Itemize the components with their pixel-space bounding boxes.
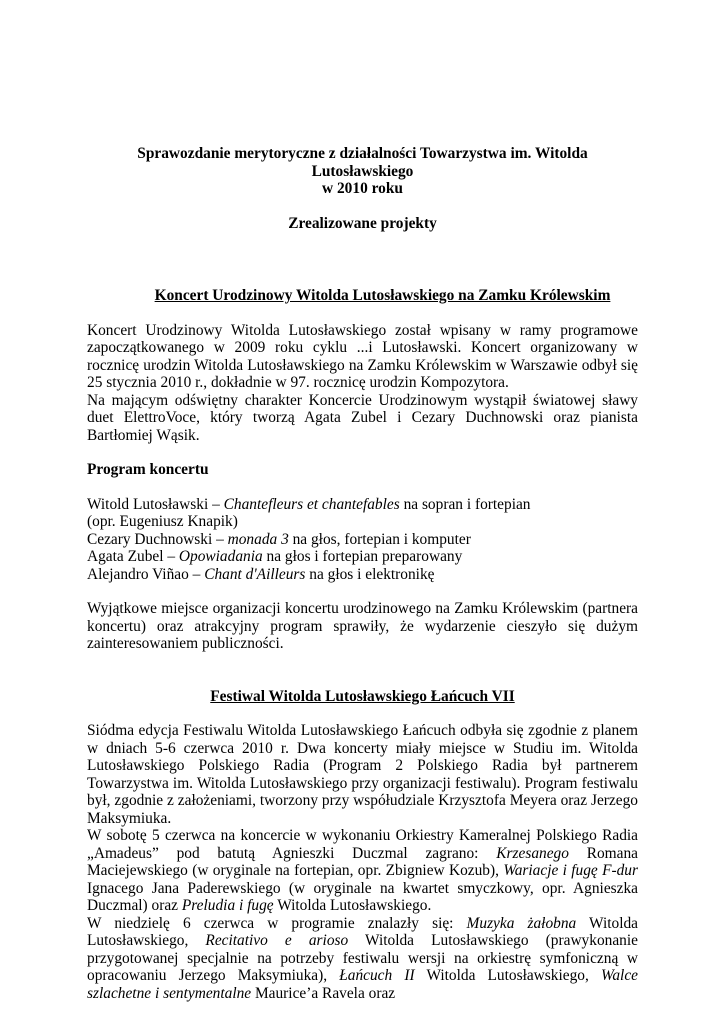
program-composer: Agata Zubel – [87,548,179,565]
document-page [87,145,638,1002]
program-work: monada 3 [227,530,289,548]
program-description: na głos i fortepian preparowany [262,548,463,565]
festival-paragraph-3: W niedzielę 6 czerwca w programie znalazły się: Muzyka żałobna Witolda Lutosławskiego, Recitativo e arioso Witolda Lutosławskiego (prawykonanie przygotowanej specjalnie na potrzeby festiwalu wersji na orkiestrę symfoniczną w opracowaniu Jerzego Maksymiuka), Łańcuch II Witolda Lutosławskiego, Walce szlachetne i sentymentalne Maurice’a Ravela oraz [87,914,638,1002]
report-subtitle: Zrealizowane projekty [288,214,437,232]
report-title-line-2: w 2010 roku [322,180,403,197]
program-arranger: (opr. Eugeniusz Knapik) [87,513,238,530]
festival-paragraph-2: W sobotę 5 czerwca na koncercie w wykonaniu Orkiestry Kameralnej Polskiego Radia „Amadeus” pod batutą Agnieszki Duczmal zagrano: Krzesanego Romana Maciejewskiego (w oryginale na fortepian, opr. Zbigniew Kozub), Wariacje i fugę F-dur Ignacego Jana Paderewskiego (w oryginale na kwartet smyczkowy, opr. Agnieszka Duczmal) oraz Preludia i fugę Witolda Lutosławskiego. [87,827,639,914]
program-heading: Program koncertu [87,461,209,478]
program-item [87,531,638,549]
program-item [87,566,638,584]
program-composer: Alejandro Viñao – [87,565,205,583]
program-item [87,496,638,514]
program-item [87,548,638,566]
birthday-concert-paragraph-3: Wyjątkowe miejsce organizacji koncertu urodzinowego na Zamku Królewskim (partnera koncertu) oraz atrakcyjny program sprawiły, że wydarzenie cieszyło się dużym zainteresowaniem publiczności. [87,600,638,652]
report-title-line-1: Sprawozdanie merytoryczne z działalności Towarzystwa im. Witolda Lutosławskiego [137,145,588,180]
program-description: na głos, fortepian i komputer [288,530,471,548]
program-work: Opowiadania [178,548,263,565]
birthday-concert-paragraph-1: Koncert Urodzinowy Witolda Lutosławskiego został wpisany w ramy programowe zapoczątkowanego w 2009 roku cyklu ...i Lutosławski. Koncert organizowany w rocznicę urodzin Witolda Lutosławskiego na Zamku Królewskim w Warszawie odbył się 25 stycznia 2010 r., dokładnie w 97. rocznicę urodzin Kompozytora. [87,321,638,391]
program-composer: Witold Lutosławski – [87,495,224,513]
program-work: Chant d'Ailleurs [204,565,306,583]
program-description: na sopran i fortepian [399,495,531,513]
section-heading-birthday-concert: Koncert Urodzinowy Witolda Lutosławskiego na Zamku Królewskim [154,287,611,304]
program-work: Chantefleurs et chantefables [223,495,400,513]
program-item [87,513,638,531]
festival-paragraph-1: Siódma edycja Festiwalu Witolda Lutosławskiego Łańcuch odbyła się zgodnie z planem w dniach 5-6 czerwca 2010 r. Dwa koncerty miały miejsce w Studiu im. Witolda Lutosławskiego Polskiego Radia (Program 2 Polskiego Radia był partnerem Towarzystwa im. Witolda Lutosławskiego przy organizacji festiwalu). Program festiwalu był, zgodnie z założeniami, tworzony przy współudziale Krzysztofa Meyera oraz Jerzego Maksymiuka. [87,722,638,827]
program-description: na głos i elektronikę [305,565,435,583]
program-composer: Cezary Duchnowski – [87,530,228,548]
birthday-concert-paragraph-2: Na mającym odświętny charakter Koncercie Urodzinowym wystąpił światowej sławy duet ElettroVoce, który tworzą Agata Zubel i Cezary Duchnowski oraz pianista Bartłomiej Wąsik. [87,391,638,444]
section-heading-festival: Festiwal Witolda Lutosławskiego Łańcuch VII [210,687,515,705]
program-list [87,496,638,584]
